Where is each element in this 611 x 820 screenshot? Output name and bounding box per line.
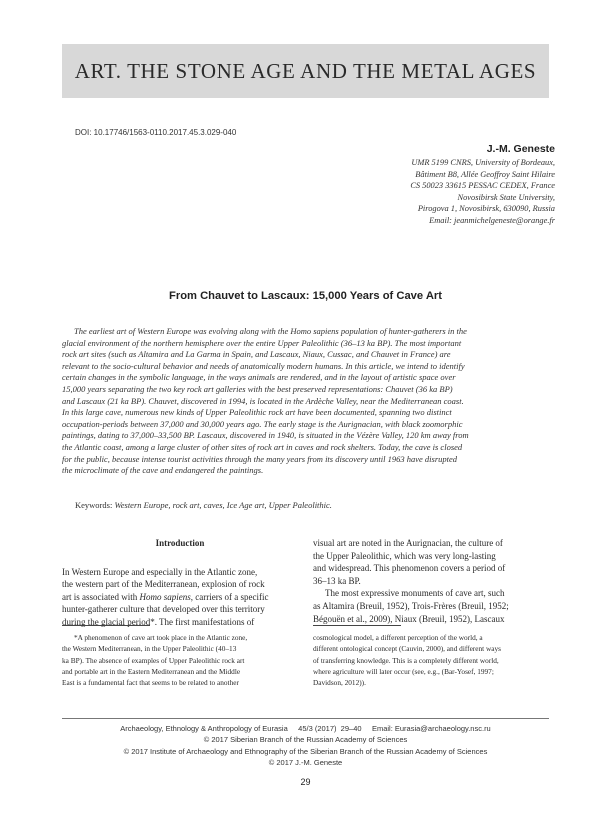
body-line: The most expressive monuments of cave art, such [325, 588, 505, 599]
abstract-line: certain changes in the symbolic language, in the ways animals are rendered, and in the layout of artistic space over [62, 372, 456, 383]
footnote-left [62, 632, 298, 688]
copyright-line: © 2017 Institute of Archaeology and Ethnography of the Siberian Branch of the Russian Academy of Sciences [123, 746, 488, 756]
abstract-line: for the public, because intense tourist activities through the many years from its discovery until 1963 have disrupted [62, 453, 458, 464]
footnote-line: ka BP). The absence of examples of Upper Paleolithic rock art [62, 655, 245, 665]
introduction-heading: Introduction [155, 538, 205, 548]
affiliation-line: Pirogova 1, Novosibirsk, 630090, Russia [417, 204, 555, 213]
section-title: ART. THE STONE AGE AND THE METAL AGES [74, 58, 537, 83]
affiliation-email: Email: jeanmichelgeneste@orange.fr [429, 215, 555, 225]
keywords [75, 500, 332, 510]
copyright-line: © 2017 J.-M. Geneste [268, 757, 343, 767]
abstract-line: paintings, dating to 37,000–33,500 BP. Lascaux, discovered in 1940, is situated in the Vézère Valley, 120 km away from [62, 430, 469, 441]
body-line: 36–13 ka BP. [313, 575, 361, 586]
footnote-rule [313, 625, 401, 626]
body-line: Bégouën et al., 2009), Niaux (Breuil, 1952), Lascaux [313, 613, 505, 624]
footnote-right [313, 632, 549, 688]
body-line [62, 591, 298, 604]
abstract-line: and Lascaux (21 ka BP). Chauvet, discovered in 1994, is located in the Ardèche Valley, near the Mediterranean coast. [62, 395, 464, 406]
page-footer [62, 723, 549, 768]
page-number: 29 [300, 777, 311, 787]
keywords-text: Western Europe, rock art, caves, Ice Age art, Upper Paleolithic. [114, 500, 332, 510]
right-column [313, 537, 549, 625]
body-text: art is associated with [62, 591, 140, 602]
footnote-line: and portable art in the Eastern Mediterranean and the Middle [62, 666, 241, 676]
abstract-line: the Atlantic coast, among a large cluster of other sites of rock art in caves and rock shelters. Today, the cave is closed [62, 441, 463, 452]
footnote-line: where agriculture will later occur (see, e.g., (Bar-Yosef, 1997; [313, 666, 494, 676]
copyright-line: © 2017 Siberian Branch of the Russian Academy of Sciences [203, 735, 408, 745]
keywords-label: Keywords: [75, 500, 115, 510]
article-title: From Chauvet to Lascaux: 15,000 Years of Cave Art [169, 290, 442, 302]
left-column [62, 537, 298, 629]
footnote-rule [62, 625, 150, 626]
body-line: hunter-gatherer culture that developed over this territory [62, 604, 265, 615]
author-affiliation [295, 157, 555, 226]
body-line: the Upper Paleolithic, which was very long-lasting [313, 550, 496, 561]
abstract-line: 15,000 years separating the two key rock art galleries with the best preserved representations: Chauvet (36 ka BP) [62, 383, 453, 394]
affiliation-line: UMR 5199 CNRS, University of Bordeaux, [411, 158, 555, 167]
section-header-band [62, 44, 549, 98]
abstract-line: glacial environment of the northern hemisphere over the entire Upper Paleolithic (36–13 ka BP). The most important [62, 337, 462, 348]
body-line: visual art are noted in the Aurignacian, the culture of [313, 538, 503, 548]
doi: DOI: 10.17746/1563-0110.2017.45.3.029-040 [75, 128, 237, 137]
abstract-line: In this large cave, numerous new kinds of Upper Paleolithic rock art have been documented, spanning two distinct [62, 407, 452, 418]
footnote-line: different ontological concept (Cauvin, 2000), and different ways [313, 644, 501, 654]
abstract [62, 326, 549, 477]
footnote-line: cosmological model, a different perception of the world, a [313, 633, 483, 642]
affiliation-line: Bâtiment B8, Allée Geoffroy Saint Hilaire [415, 169, 555, 179]
footnote-line: of transferring knowledge. This is a completely different world, [313, 655, 499, 665]
abstract-line: the microclimate of the cave and endangered the paintings. [62, 465, 264, 476]
abstract-line: rock art sites (such as Altamira and La Garma in Spain, and Lascaux, Niaux, Cussac, and Chauvet in France) are [62, 349, 451, 360]
abstract-line: occupation-periods between 37,000 and 30,000 years ago. The early stage is the Aurignacian, with black zoomorphic [62, 418, 463, 429]
journal-info: Archaeology, Ethnology & Anthropology of Eurasia 45/3 (2017) 29–40 Email: Eurasia@archaeology.nsc.ru [120, 724, 491, 733]
abstract-line: The earliest art of Western Europe was evolving along with the Homo sapiens population of hunter-gatherers in the [74, 326, 467, 336]
footer-rule [62, 718, 549, 719]
body-line: the western part of the Mediterranean, explosion of rock [62, 579, 265, 590]
footnote-line: East is a fundamental fact that seems to be related to another [62, 678, 239, 688]
body-line: and widespread. This phenomenon covers a period of [313, 563, 506, 574]
abstract-line: relevant to the socio-cultural behavior and needs of anatomically modern humans. In this article, we intend to identify [62, 360, 465, 371]
footnote-line: the Western Mediterranean, in the Upper Paleolithic (40–13 [62, 644, 237, 654]
homo-sapiens-term: Homo sapiens [139, 591, 191, 602]
affiliation-line: Novosibirsk State University, [457, 192, 555, 202]
body-text: , carriers of a specific [190, 591, 269, 602]
body-line: during the glacial period*. The first manifestations of [62, 616, 255, 627]
author-name: J.-M. Geneste [486, 143, 555, 155]
body-line: as Altamira (Breuil, 1952), Trois-Frères (Breuil, 1952; [313, 600, 509, 611]
footnote-line: *A phenomenon of cave art took place in the Atlantic zone, [74, 633, 248, 642]
footnote-line: Davidson, 2012)). [313, 678, 366, 688]
affiliation-line: CS 50023 33615 PESSAC CEDEX, France [410, 181, 555, 190]
body-line: In Western Europe and especially in the Atlantic zone, [62, 566, 258, 577]
